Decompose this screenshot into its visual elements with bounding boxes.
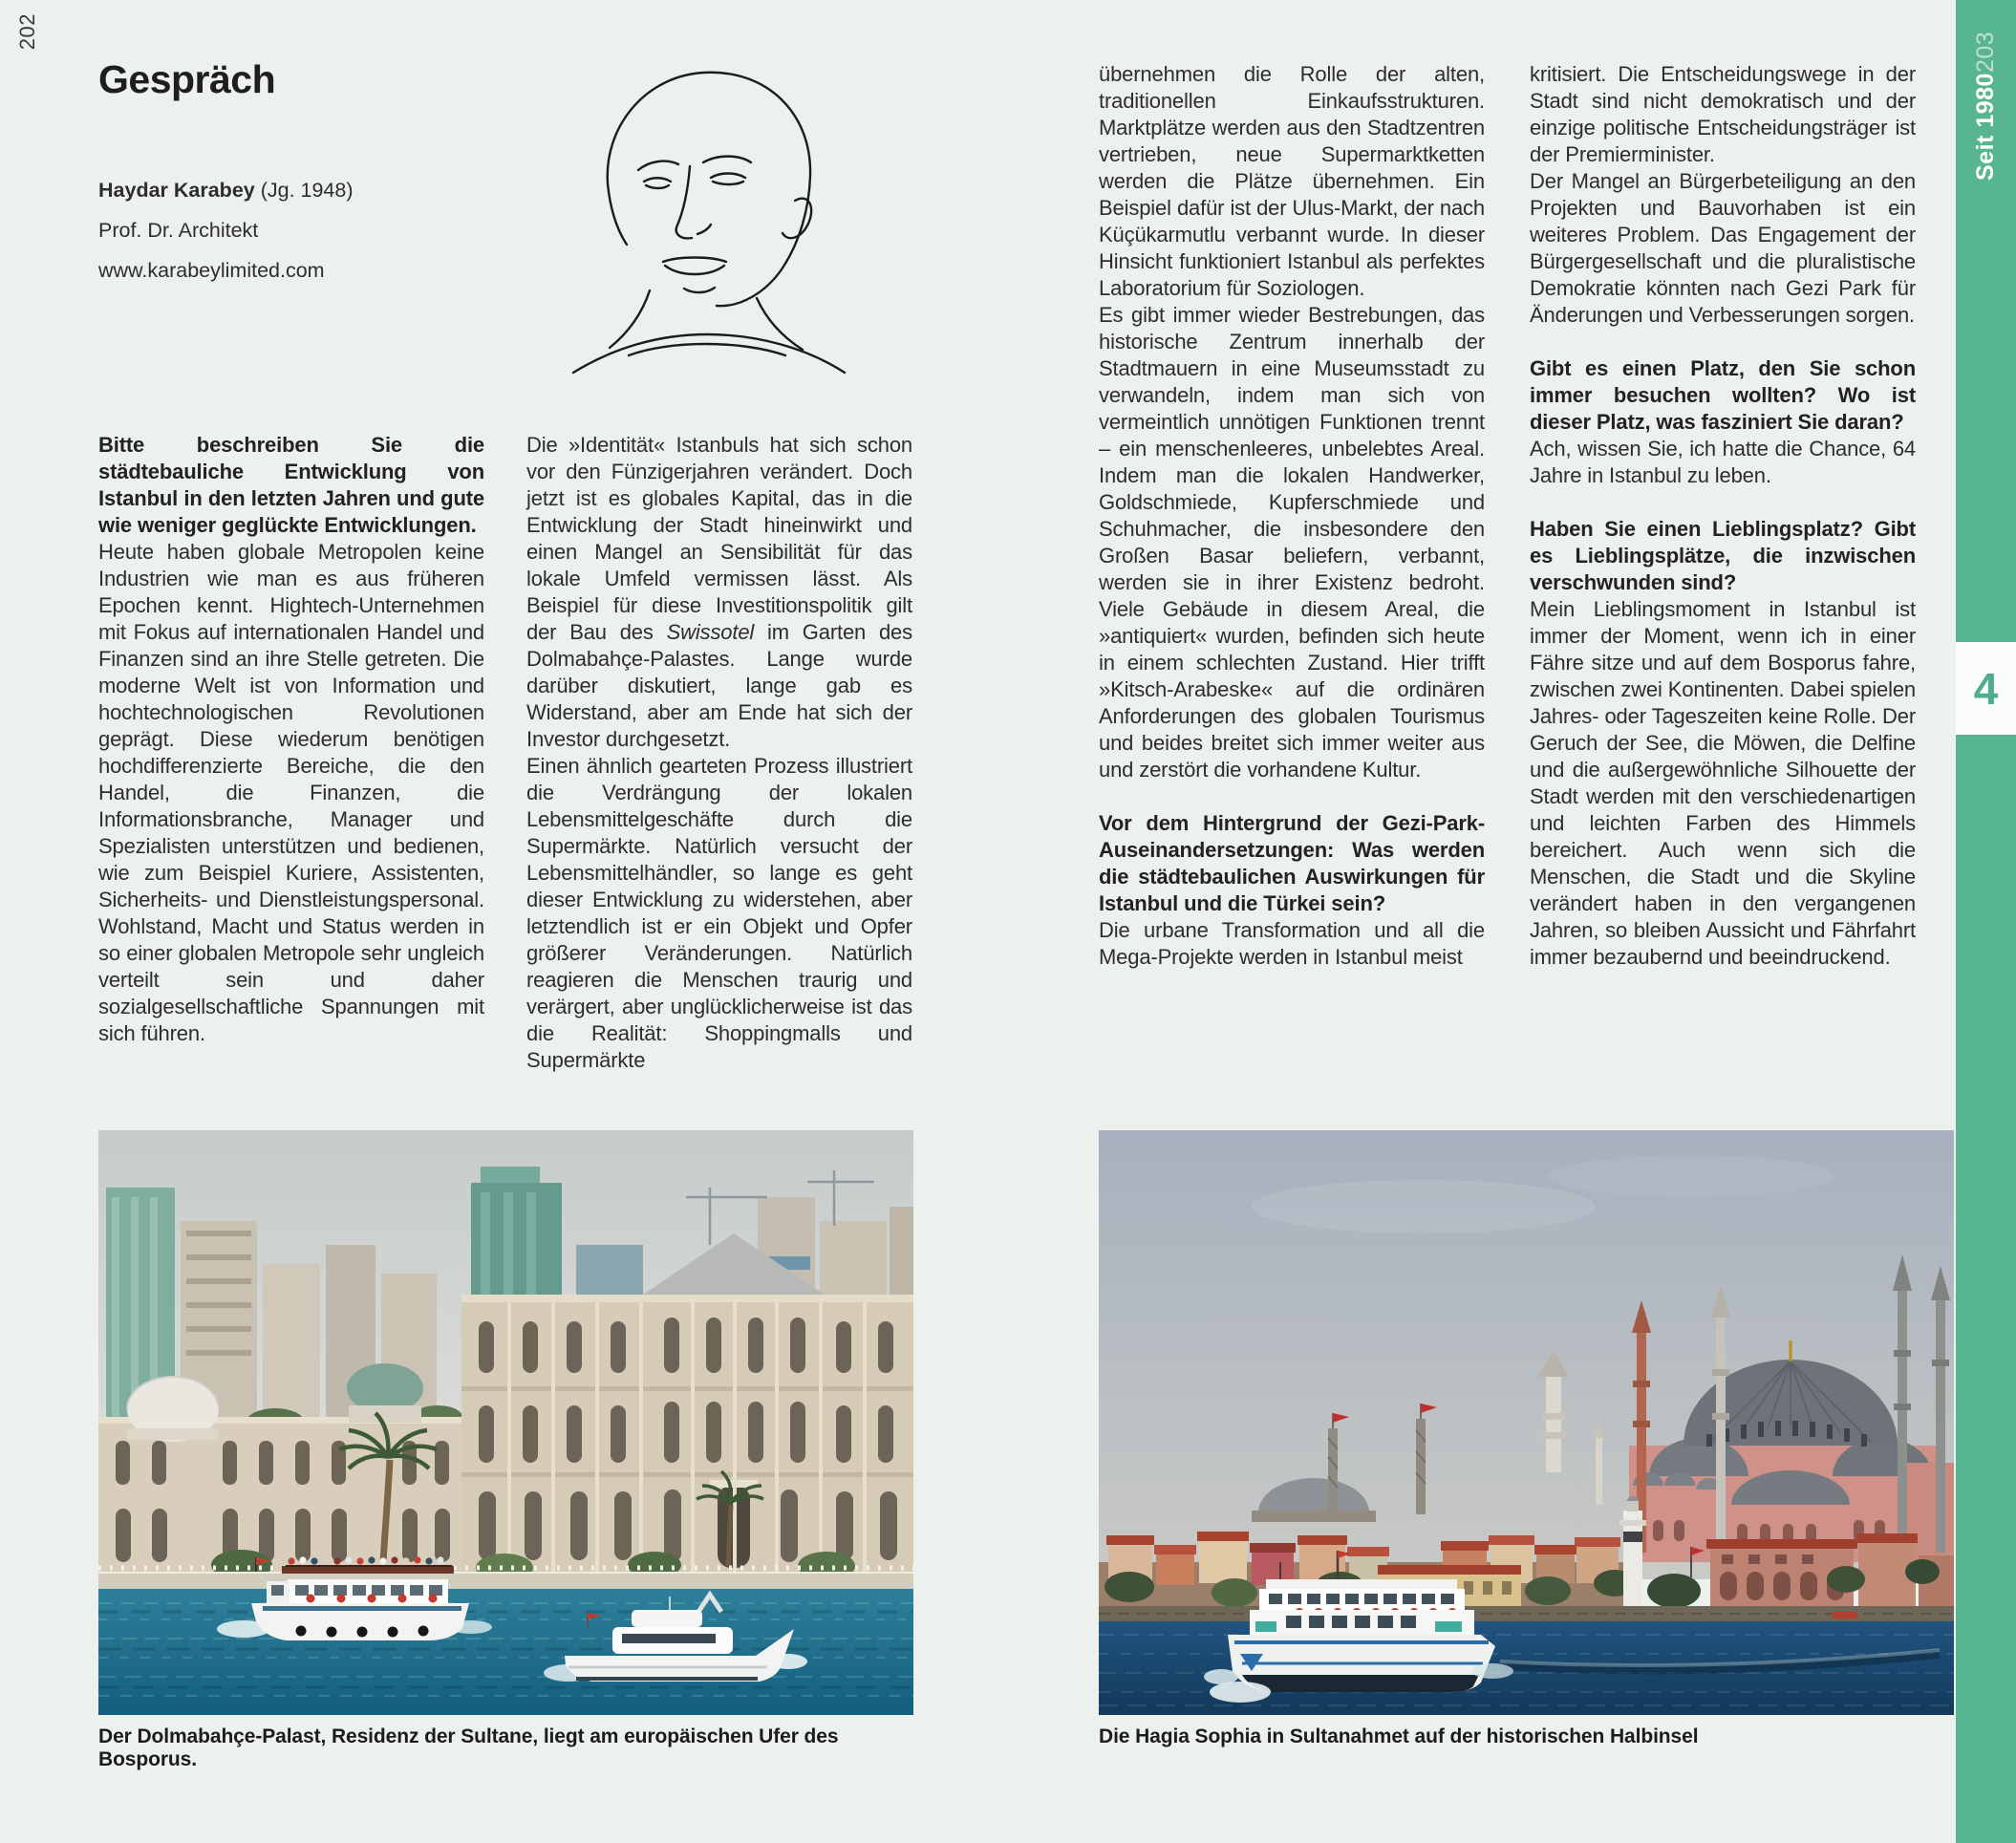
- head-outline: [608, 73, 810, 306]
- interviewee-title: Prof. Dr. Architekt: [98, 219, 259, 242]
- column-2: [526, 432, 912, 1074]
- hull-bottom: [1242, 1675, 1479, 1692]
- chapter-number: 4: [1973, 663, 1999, 714]
- small-minaret: [1596, 1438, 1602, 1505]
- small-rowboat: [1833, 1612, 1857, 1618]
- interview-answer: Ach, wissen Sie, ich hatte die Chance, 64 Jahre in Istanbul zu leben.: [1530, 437, 1916, 487]
- interviewee-name: Haydar Karabey: [98, 179, 255, 202]
- roof: [1266, 1579, 1457, 1589]
- column-4: [1530, 61, 1916, 971]
- interview-answer: übernehmen die Rolle der alten, traditionellen Einkaufsstrukturen. Marktplätze werden aus den Stadtzentren vertrieben, neue Supermarktketten werden die Plätze übernehmen. Ein Beispiel dafür ist der Ulus-Markt, der nach Küçükarmutlu verbannt wurde. In dieser Hinsicht funktioniert Istanbul als perfektes Laboratorium für Soziologen.: [1099, 62, 1485, 300]
- neck-left: [610, 290, 650, 348]
- lighthouse: [1619, 1496, 1646, 1608]
- bow-foam: [1210, 1682, 1271, 1703]
- photo-hagia-sophia: [1099, 1130, 1954, 1715]
- cloud: [1252, 1180, 1596, 1233]
- interview-answer: Der Mangel an Bürgerbeteiligung an den Projekten und Bauvorhaben ist ein weiteres Problem. Das Engagement der Bürgergesellschaft und die pluralistische Demokratie könnten nach Gezi Park für Änderungen und Verbesserungen sorgen.: [1530, 169, 1916, 327]
- column-3: [1099, 61, 1485, 971]
- section-title: Gespräch: [98, 57, 276, 101]
- interview-answer: Es gibt immer wieder Bestrebungen, das historische Zentrum innerhalb der Stadtmauern in eine Museumsstadt zu verwandeln, indem man sich von vermeintlich unnötigen Funktionen trennt – ein menschenleeres, unbelebtes Areal. Indem man die lokalen Handwerker, Goldschmiede, Kupferschmiede und Schuhmacher, die insbesondere den Großen Basar beliefern, verbannt, werden sie in ihrer Existenz bedroht. Viele Gebäude in diesem Areal, die »antiquiert« wurden, befinden sich heute in einem schlechten Zustand. Hier trifft »Kitsch-Arabeske« auf die ordinären Anforderungen des globalen Tourismus und beides breitet sich immer weiter aus und zerstört die vorhandene Kultur.: [1099, 303, 1485, 782]
- left-eye: [644, 178, 671, 182]
- cloud: [1548, 1155, 1834, 1197]
- chin-crease: [684, 288, 715, 292]
- temple-line: [608, 183, 627, 245]
- interview-question: Haben Sie einen Lieblingsplatz? Gibt es Lieblingsplätze, die inzwischen verschwunden sind?: [1530, 517, 1916, 594]
- chapter-sidebar: [1956, 0, 2016, 1843]
- left-eye-lower: [646, 185, 669, 188]
- interviewee-info: [98, 170, 354, 290]
- right-eye-lower: [713, 182, 743, 184]
- interview-answer: Mein Lieblingsmoment in Istanbul ist immer der Moment, wenn ich in einer Fähre sitze und auf dem Bosporus fahre, zwischen zwei Kontinenten. Dabei spielen Jahres- oder Tageszeiten keine Rolle. Der Geruch der See, die Möwen, die Delfine und die außergewöhnliche Silhouette der Stadt werden mit den verschiedenartigen und leichten Farben des Himmels bereichert. Auch wenn sich die Menschen, die Stadt und die Skyline verändert haben in den vergangenen Jahren, so bleiben Aussicht und Fährfahrt immer bezaubernd und beeindruckend.: [1530, 597, 1916, 969]
- interview-answer: Die urbane Transformation und all die Mega-Projekte werden in Istanbul meist: [1099, 918, 1485, 969]
- chapter-number-box: [1956, 642, 2016, 735]
- interview-question: Vor dem Hintergrund der Gezi-Park-Auseinandersetzungen: Was werden die städtebaulichen Auswirkungen für Istanbul und die Türkei sein?: [1099, 811, 1485, 915]
- left-page-number: 202: [15, 13, 39, 51]
- mouth: [665, 266, 724, 274]
- interview-answer: Heute haben globale Metropolen keine Industrien wie man es aus früheren Epochen kennt. Hightech-Unternehmen mit Fokus auf internationalen Handel und Finanzen sind an ihre Stelle getreten. Die moderne Welt ist von Information und hochtechnologischen Revolutionen geprägt. Diese wiederum benötigen hochdifferenzierte Bereiche, die den Handel, die Finanzen, die Informationsbranche, Manager und Spezialisten unterstützen und bedienen, wie zum Beispiel Kuriere, Assistenten, Sicherheits- und Dienstleistungspersonal. Wohlstand, Macht und Status werden in so einer globalen Metropole sehr ungleich verteilt sein und daher sozialgesellschaftliche Spannungen mit sich führen.: [98, 540, 484, 1045]
- answer-text: im Garten des Dolmabahçe-Palastes. Lange wurde darüber diskutiert, lange gab es Widerstand, aber am Ende hat sich der Investor durchgesetzt.: [526, 620, 912, 751]
- interviewee-website: www.karabeylimited.com: [98, 259, 325, 282]
- chapter-label: Seit 1980: [1972, 72, 1999, 181]
- dolmabahce-scene: [98, 1130, 913, 1715]
- answer-text: Die »Identität« Istanbuls hat sich schon vor den Fünzigerjahren verändert. Doch jetzt ist es globales Kapital, das in die Entwicklung der Stadt hineinwirkt und einen Mangel an Sensibilität für das lokale Umfeld vermissen lässt. Als Beispiel für diese Investitionspolitik gilt der Bau des: [526, 433, 912, 644]
- interview-question: Bitte beschreiben Sie die städtebauliche Entwicklung von Istanbul in den letzten Jahren und gute wie weniger geglückte Entwicklungen.: [98, 433, 484, 537]
- nose: [676, 166, 692, 238]
- interview-answer: Einen ähnlich gearteten Prozess illustriert die Verdrängung der lokalen Lebensmittelgeschäfte durch die Supermärkte. Natürlich versucht der Lebensmittelhändler, so lange es geht dieser Entwicklung zu widerstehen, aber letztendlich ist er ein Objekt und Opfer größerer Veränderungen. Natürlich reagieren die Menschen traurig und verärgert, aber unglücklicherweise ist das die Realität: Shoppingmalls und Supermärkte: [526, 754, 912, 1072]
- right-eye: [711, 174, 745, 179]
- interviewee-name-line: [98, 170, 354, 210]
- upper-lip: [663, 258, 726, 263]
- bosporus-water: [98, 1589, 913, 1715]
- right-page-number: 203: [1972, 31, 1999, 73]
- portrait-sketch: [516, 40, 860, 384]
- nostril: [697, 225, 711, 234]
- hagia-sophia-scene: [1099, 1130, 1954, 1715]
- canopy: [282, 1566, 454, 1574]
- chapter-sidebar-label: [1956, 15, 2016, 182]
- right-eyebrow: [703, 157, 751, 162]
- interviewee-birthyear: (Jg. 1948): [254, 179, 354, 202]
- flybridge: [632, 1610, 702, 1627]
- collar: [573, 334, 845, 373]
- hotel-name-italic: Swissotel: [666, 620, 755, 644]
- interview-answer: kritisiert. Die Entscheidungswege in der Stadt sind nicht demokratisch und der einzige politische Entscheidungsträger ist der Premierminister.: [1530, 62, 1916, 166]
- photo-caption-left: Der Dolmabahçe-Palast, Residenz der Sultane, liegt am europäischen Ufer des Bosporus.: [98, 1725, 839, 1770]
- left-eyebrow: [638, 161, 678, 170]
- photo-dolmabahce-palace: [98, 1130, 913, 1715]
- collar-fold: [629, 344, 785, 355]
- neck-right: [757, 298, 803, 350]
- interview-answer: [526, 432, 912, 753]
- interview-question: Gibt es einen Platz, den Sie schon immer besuchen wollten? Wo ist dieser Platz, was fasziniert Sie daran?: [1530, 356, 1916, 434]
- photo-caption-right: Die Hagia Sophia in Sultanahmet auf der historischen Halbinsel: [1099, 1725, 1699, 1747]
- column-1: [98, 432, 484, 1047]
